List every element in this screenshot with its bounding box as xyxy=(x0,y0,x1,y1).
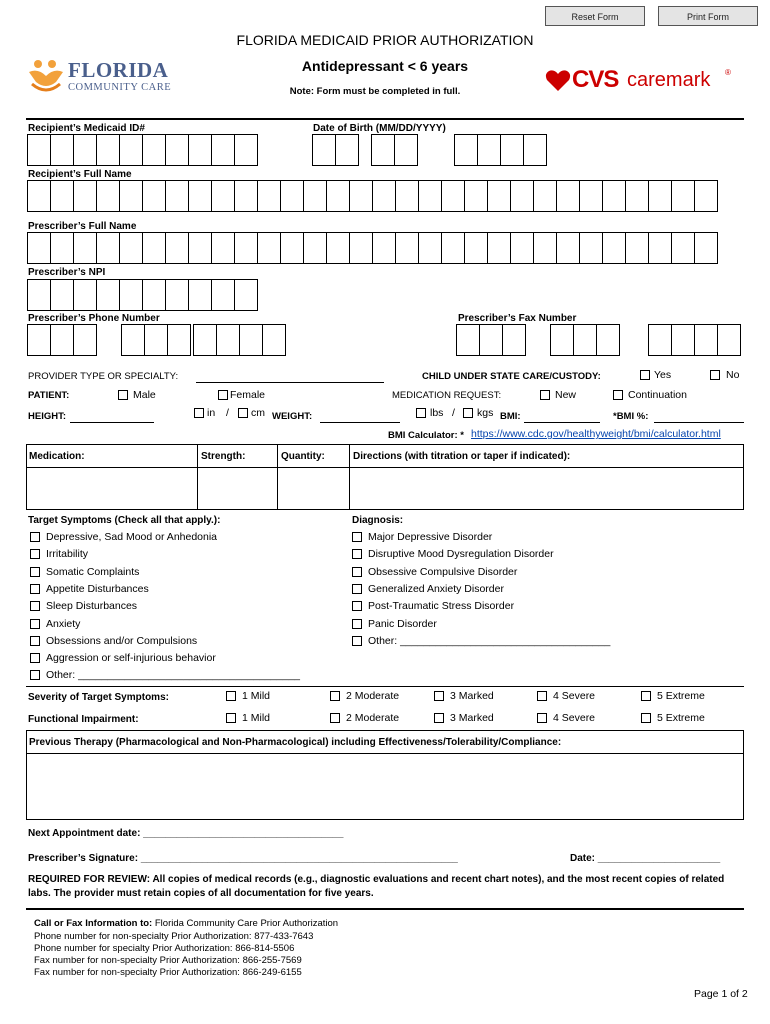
height-slash: / xyxy=(226,407,229,419)
symptom-item[interactable] xyxy=(30,669,300,681)
symptom-label: Sleep Disturbances xyxy=(46,600,138,613)
female-checkbox[interactable] xyxy=(218,390,228,400)
fax-prefix-boxes[interactable] xyxy=(550,324,619,356)
diagnosis-checkbox[interactable] xyxy=(352,636,362,646)
male-label: Male xyxy=(133,389,156,401)
footer-call-value: Florida Community Care Prior Authorization xyxy=(154,918,339,929)
form-note: Note: Form must be completed in full. xyxy=(289,86,461,97)
symptom-label: Aggression or self-injurious behavior xyxy=(46,652,216,665)
diagnosis-checkbox[interactable] xyxy=(352,532,362,542)
diagnosis-header: Diagnosis: xyxy=(352,515,404,526)
symptom-item[interactable] xyxy=(30,566,139,578)
severity-option[interactable] xyxy=(330,690,399,702)
quantity-header: Quantity: xyxy=(281,451,325,462)
diagnosis-label: Disruptive Mood Dysregulation Disorder xyxy=(368,548,554,561)
severity-checkbox[interactable] xyxy=(226,691,236,701)
dob-label: Date of Birth (MM/DD/YYYY) xyxy=(313,123,446,134)
symptom-label: Other: ______________________________________ xyxy=(46,669,300,682)
impairment-option[interactable] xyxy=(330,712,399,724)
bmi-calculator-label: BMI Calculator: * xyxy=(388,430,465,441)
custody-no-checkbox[interactable] xyxy=(710,370,720,380)
prescriber-phone-label: Prescriber’s Phone Number xyxy=(28,313,160,324)
impairment-checkbox[interactable] xyxy=(226,713,236,723)
custody-yes-checkbox[interactable] xyxy=(640,370,650,380)
symptom-checkbox[interactable] xyxy=(30,619,40,629)
diagnosis-item[interactable] xyxy=(352,635,610,647)
logo-registered-mark: ® xyxy=(725,68,731,77)
logo-cvs-text: CVS xyxy=(572,66,619,93)
impairment-option[interactable] xyxy=(434,712,494,724)
symptom-label: Depressive, Sad Mood or Anhedonia xyxy=(46,531,218,543)
signature-date-field[interactable]: Date: ______________________ xyxy=(570,853,721,864)
symptom-item[interactable] xyxy=(30,652,216,664)
medicaid-id-label: Recipient’s Medicaid ID# xyxy=(28,123,145,134)
impairment-checkbox[interactable] xyxy=(330,713,340,723)
symptom-item[interactable] xyxy=(30,618,80,630)
dob-year-boxes[interactable] xyxy=(454,134,546,166)
people-logo-icon xyxy=(26,56,66,96)
diagnosis-item[interactable] xyxy=(352,600,514,612)
florida-community-care-logo xyxy=(26,56,186,96)
medication-table xyxy=(26,444,744,510)
custody-no-label: No xyxy=(726,369,740,381)
bmi-percent-label: *BMI %: xyxy=(613,411,649,422)
bmi-input[interactable] xyxy=(524,422,600,423)
impairment-label: Functional Impairment: xyxy=(28,714,139,725)
recipient-name-label: Recipient’s Full Name xyxy=(28,169,132,180)
weight-kgs-label: kgs xyxy=(477,407,494,419)
prescriber-fax-label: Prescriber’s Fax Number xyxy=(458,313,577,324)
severity-label: 3 Marked xyxy=(450,690,494,702)
bmi-calculator-link[interactable]: https://www.cdc.gov/healthyweight/bmi/calculator.html xyxy=(471,428,721,440)
male-checkbox[interactable] xyxy=(118,390,128,400)
impairment-label: 2 Moderate xyxy=(346,712,400,724)
height-in-checkbox[interactable] xyxy=(194,408,204,418)
cvs-caremark-logo xyxy=(545,66,745,96)
diagnosis-checkbox[interactable] xyxy=(352,619,362,629)
form-subtitle: Antidepressant < 6 years xyxy=(301,58,469,74)
diagnosis-checkbox[interactable] xyxy=(352,584,362,594)
severity-label: 4 Severe xyxy=(553,690,596,702)
severity-option[interactable] xyxy=(226,690,270,702)
dob-month-boxes[interactable] xyxy=(312,134,358,166)
symptom-checkbox[interactable] xyxy=(30,584,40,594)
directions-header: Directions (with titration or taper if indicated): xyxy=(353,451,571,462)
medication-input[interactable] xyxy=(27,468,197,510)
diagnosis-label: Generalized Anxiety Disorder xyxy=(368,582,504,595)
female-label: Female xyxy=(230,389,266,401)
impairment-checkbox[interactable] xyxy=(434,713,444,723)
dob-day-boxes[interactable] xyxy=(371,134,417,166)
prescriber-signature-field[interactable]: Prescriber’s Signature: _________________________________________________________ xyxy=(28,853,458,864)
severity-checkbox[interactable] xyxy=(641,691,651,701)
symptom-label: Somatic Complaints xyxy=(46,565,140,578)
medicaid-id-boxes[interactable] xyxy=(27,134,257,166)
medication-request-label: MEDICATION REQUEST: xyxy=(392,390,502,401)
directions-input[interactable] xyxy=(350,468,744,510)
diagnosis-label: Other: ____________________________________ xyxy=(368,634,611,647)
diagnosis-item[interactable] xyxy=(352,548,554,560)
next-appointment-field[interactable]: Next Appointment date: ____________________________________ xyxy=(28,828,344,839)
custody-yes-label: Yes xyxy=(654,369,672,381)
impairment-option[interactable] xyxy=(537,712,595,724)
diagnosis-item[interactable] xyxy=(352,583,504,595)
symptom-checkbox[interactable] xyxy=(30,601,40,611)
severity-checkbox[interactable] xyxy=(434,691,444,701)
diagnosis-label: Major Depressive Disorder xyxy=(368,531,493,543)
severity-label: 2 Moderate xyxy=(346,690,400,702)
height-cm-checkbox[interactable] xyxy=(238,408,248,418)
impairment-checkbox[interactable] xyxy=(537,713,547,723)
symptom-item[interactable] xyxy=(30,583,149,595)
diagnosis-item[interactable] xyxy=(352,531,492,543)
symptom-checkbox[interactable] xyxy=(30,532,40,542)
prescriber-name-boxes[interactable] xyxy=(27,232,717,264)
symptom-checkbox[interactable] xyxy=(30,653,40,663)
footer-phone-nonspecialty: Phone number for non-specialty Prior Authorization: 877-433-7643 xyxy=(34,931,314,942)
new-request-checkbox[interactable] xyxy=(540,390,550,400)
impairment-label: 5 Extreme xyxy=(657,712,705,724)
diagnosis-checkbox[interactable] xyxy=(352,567,362,577)
severity-option[interactable] xyxy=(537,690,595,702)
weight-kgs-checkbox[interactable] xyxy=(463,408,473,418)
fax-line-boxes[interactable] xyxy=(648,324,740,356)
previous-therapy-header: Previous Therapy (Pharmacological and Non-Pharmacological) including Effectiveness/Tolerability/Compliance: xyxy=(29,737,562,748)
provider-type-input[interactable] xyxy=(196,382,384,383)
provider-type-label: PROVIDER TYPE OR SPECIALTY: xyxy=(28,371,179,382)
prescriber-npi-boxes[interactable] xyxy=(27,279,257,311)
phone-area-boxes[interactable] xyxy=(27,324,96,356)
logo-florida-text: FLORIDA xyxy=(68,58,169,82)
weight-lbs-label: lbs xyxy=(430,407,444,419)
continuation-checkbox[interactable] xyxy=(613,390,623,400)
diagnosis-label: Post-Traumatic Stress Disorder xyxy=(368,600,515,613)
recipient-name-boxes[interactable] xyxy=(27,180,717,212)
symptoms-header: Target Symptoms (Check all that apply.): xyxy=(28,515,221,526)
weight-slash: / xyxy=(452,407,455,419)
quantity-input[interactable] xyxy=(278,468,349,510)
symptom-checkbox[interactable] xyxy=(30,567,40,577)
symptom-label: Anxiety xyxy=(46,617,81,630)
heart-logo-icon xyxy=(545,69,571,93)
impairment-label: 1 Mild xyxy=(242,712,271,724)
form-title: FLORIDA MEDICAID PRIOR AUTHORIZATION xyxy=(236,32,534,48)
footer-call-line xyxy=(34,918,338,929)
height-cm-label: cm xyxy=(251,407,265,419)
logo-community-care-text: COMMUNITY CARE xyxy=(68,82,172,93)
previous-therapy-input[interactable] xyxy=(27,754,743,820)
new-request-label: New xyxy=(555,389,577,401)
continuation-label: Continuation xyxy=(628,389,687,401)
impairment-option[interactable] xyxy=(641,712,705,724)
symptom-checkbox[interactable] xyxy=(30,549,40,559)
symptom-label: Irritability xyxy=(46,548,89,561)
footer-fax-nonspecialty-2: Fax number for non-specialty Prior Authorization: 866-249-6155 xyxy=(34,967,302,978)
impairment-option[interactable] xyxy=(226,712,270,724)
diagnosis-item[interactable] xyxy=(352,566,517,578)
weight-input[interactable] xyxy=(320,422,400,423)
strength-header: Strength: xyxy=(201,451,246,462)
severity-label: 1 Mild xyxy=(242,690,271,702)
reset-form-button[interactable]: Reset Form xyxy=(545,6,645,26)
bmi-percent-input[interactable] xyxy=(654,422,744,423)
medication-header: Medication: xyxy=(29,451,85,462)
symptom-item[interactable] xyxy=(30,635,197,647)
diagnosis-item[interactable] xyxy=(352,618,437,630)
weight-label: WEIGHT: xyxy=(272,411,313,422)
review-requirements: REQUIRED FOR REVIEW: All copies of medical records (e.g., diagnostic evaluations and recent chart notes), and the most recent copies of related labs. The provider must retain copies of all documentation for five years. xyxy=(28,874,725,899)
diagnosis-label: Panic Disorder xyxy=(368,617,437,630)
diagnosis-checkbox[interactable] xyxy=(352,601,362,611)
symptom-label: Obsessions and/or Compulsions xyxy=(46,634,198,647)
symptom-checkbox[interactable] xyxy=(30,636,40,646)
patient-label: PATIENT: xyxy=(28,390,70,401)
bmi-label: BMI: xyxy=(500,411,521,422)
previous-therapy-table xyxy=(26,730,744,820)
phone-prefix-boxes[interactable] xyxy=(121,324,190,356)
height-input[interactable] xyxy=(70,422,154,423)
diagnosis-label: Obsessive Compulsive Disorder xyxy=(368,565,518,578)
severity-label: Severity of Target Symptoms: xyxy=(28,692,169,703)
height-label: HEIGHT: xyxy=(28,411,66,422)
symptom-label: Appetite Disturbances xyxy=(46,582,149,595)
symptom-item[interactable] xyxy=(30,600,137,612)
prescriber-name-label: Prescriber’s Full Name xyxy=(28,221,137,232)
impairment-checkbox[interactable] xyxy=(641,713,651,723)
impairment-label: 4 Severe xyxy=(553,712,596,724)
symptom-item[interactable] xyxy=(30,548,88,560)
severity-option[interactable] xyxy=(641,690,705,702)
symptom-checkbox[interactable] xyxy=(30,670,40,680)
strength-input[interactable] xyxy=(198,468,277,510)
page-number: Page 1 of 2 xyxy=(694,988,748,1000)
severity-option[interactable] xyxy=(434,690,494,702)
symptom-item[interactable] xyxy=(30,531,217,543)
custody-label: CHILD UNDER STATE CARE/CUSTODY: xyxy=(422,371,601,382)
weight-lbs-checkbox[interactable] xyxy=(416,408,426,418)
logo-caremark-text: caremark xyxy=(627,69,711,91)
footer-fax-nonspecialty-1: Fax number for non-specialty Prior Authorization: 866-255-7569 xyxy=(34,955,302,966)
severity-checkbox[interactable] xyxy=(330,691,340,701)
severity-checkbox[interactable] xyxy=(537,691,547,701)
diagnosis-checkbox[interactable] xyxy=(352,549,362,559)
print-form-button[interactable]: Print Form xyxy=(658,6,758,26)
height-in-label: in xyxy=(207,407,216,419)
prescriber-npi-label: Prescriber’s NPI xyxy=(28,267,106,278)
severity-label: 5 Extreme xyxy=(657,690,705,702)
footer-call-label: Call or Fax Information to: xyxy=(34,918,153,929)
phone-line-boxes[interactable] xyxy=(193,324,285,356)
footer-phone-specialty: Phone number for specialty Prior Authorization: 866-814-5506 xyxy=(34,943,295,954)
impairment-label: 3 Marked xyxy=(450,712,494,724)
fax-area-boxes[interactable] xyxy=(456,324,525,356)
